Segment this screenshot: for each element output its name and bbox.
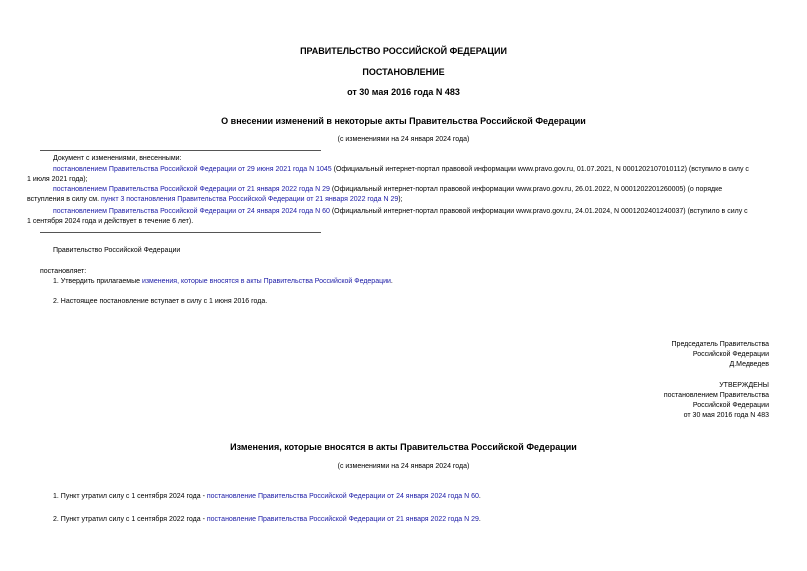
government-heading: ПРАВИТЕЛЬСТВО РОССИЙСКОЙ ФЕДЕРАЦИИ bbox=[300, 46, 507, 56]
signature-name: Д.Медведев bbox=[729, 361, 769, 368]
annex-item-text: 1. Пункт утратил силу с 1 сентября 2024 года - bbox=[53, 493, 207, 500]
changes-intro: Документ с изменениями, внесенными: bbox=[53, 155, 182, 162]
annex-item-text: 2. Пункт утратил силу с 1 сентября 2022 года - bbox=[53, 516, 207, 523]
change-subpoint-link[interactable]: пункт 3 постановления Правительства Российской Федерации от 21 января 2022 года N 29 bbox=[101, 196, 399, 203]
annex-item bbox=[53, 515, 481, 525]
change-text: (Официальный интернет-портал правовой информации www.pravo.gov.ru, 24.01.2024, N 0001202401240037) (вступило в силу с bbox=[329, 208, 748, 215]
revision-note: (с изменениями на 24 января 2024 года) bbox=[337, 136, 470, 143]
top-divider bbox=[40, 150, 321, 151]
point-1 bbox=[53, 277, 393, 287]
point-1-link[interactable]: изменения, которые вносятся в акты Правительства Российской Федерации bbox=[141, 278, 391, 285]
annex-title: Изменения, которые вносятся в акты Правительства Российской Федерации bbox=[230, 442, 577, 452]
approved-heading: УТВЕРЖДЕНЫ bbox=[719, 382, 769, 389]
change-text: (Официальный интернет-портал правовой информации www.pravo.gov.ru, 01.07.2021, N 0001202107010112) (вступило в силу с bbox=[331, 166, 749, 173]
change-link[interactable]: постановлением Правительства Российской Федерации от 24 января 2024 года N 60 bbox=[53, 208, 330, 215]
decrees-word: постановляет: bbox=[40, 268, 87, 275]
signature-title-2: Российской Федерации bbox=[692, 351, 769, 358]
annex-item-end: . bbox=[478, 493, 481, 500]
document-type: ПОСТАНОВЛЕНИЕ bbox=[362, 67, 445, 77]
annex-item-end: . bbox=[478, 516, 481, 523]
document-date-number: от 30 мая 2016 года N 483 bbox=[347, 87, 460, 97]
approved-line-4: от 30 мая 2016 года N 483 bbox=[683, 412, 769, 419]
change-link[interactable]: постановлением Правительства Российской Федерации от 21 января 2022 года N 29 bbox=[53, 186, 330, 193]
annex-item-link[interactable]: постановление Правительства Российской Федерации от 21 января 2022 года N 29 bbox=[206, 516, 479, 523]
change-text-end: ); bbox=[398, 196, 403, 203]
point-2: 2. Настоящее постановление вступает в силу с 1 июня 2016 года. bbox=[53, 298, 268, 305]
change-item bbox=[27, 185, 769, 205]
approved-line-3: Российской Федерации bbox=[692, 402, 769, 409]
annex-item bbox=[53, 492, 481, 502]
annex-revision-note: (с изменениями на 24 января 2024 года) bbox=[337, 463, 470, 470]
change-item bbox=[27, 207, 769, 227]
approved-line-2: постановлением Правительства bbox=[663, 392, 769, 399]
change-item bbox=[27, 165, 769, 185]
annex-item-link[interactable]: постановление Правительства Российской Федерации от 24 января 2024 года N 60 bbox=[206, 493, 479, 500]
point-1-end: . bbox=[390, 278, 393, 285]
change-link[interactable]: постановлением Правительства Российской Федерации от 29 июня 2021 года N 1045 bbox=[53, 166, 332, 173]
bottom-divider bbox=[40, 232, 321, 233]
change-text-cont: 1 июля 2021 года); bbox=[27, 176, 88, 183]
government-line: Правительство Российской Федерации bbox=[53, 247, 181, 254]
signature-title: Председатель Правительства bbox=[671, 341, 769, 348]
change-text-cont: 1 сентября 2024 года и действует в течение 6 лет). bbox=[27, 218, 194, 225]
change-text-cont: вступления в силу см. bbox=[27, 196, 102, 203]
document-title: О внесении изменений в некоторые акты Правительства Российской Федерации bbox=[221, 116, 586, 126]
change-text: (Официальный интернет-портал правовой информации www.pravo.gov.ru, 26.01.2022, N 0001202201260005) (о порядке bbox=[329, 186, 723, 193]
point-1-text: 1. Утвердить прилагаемые bbox=[53, 278, 142, 285]
